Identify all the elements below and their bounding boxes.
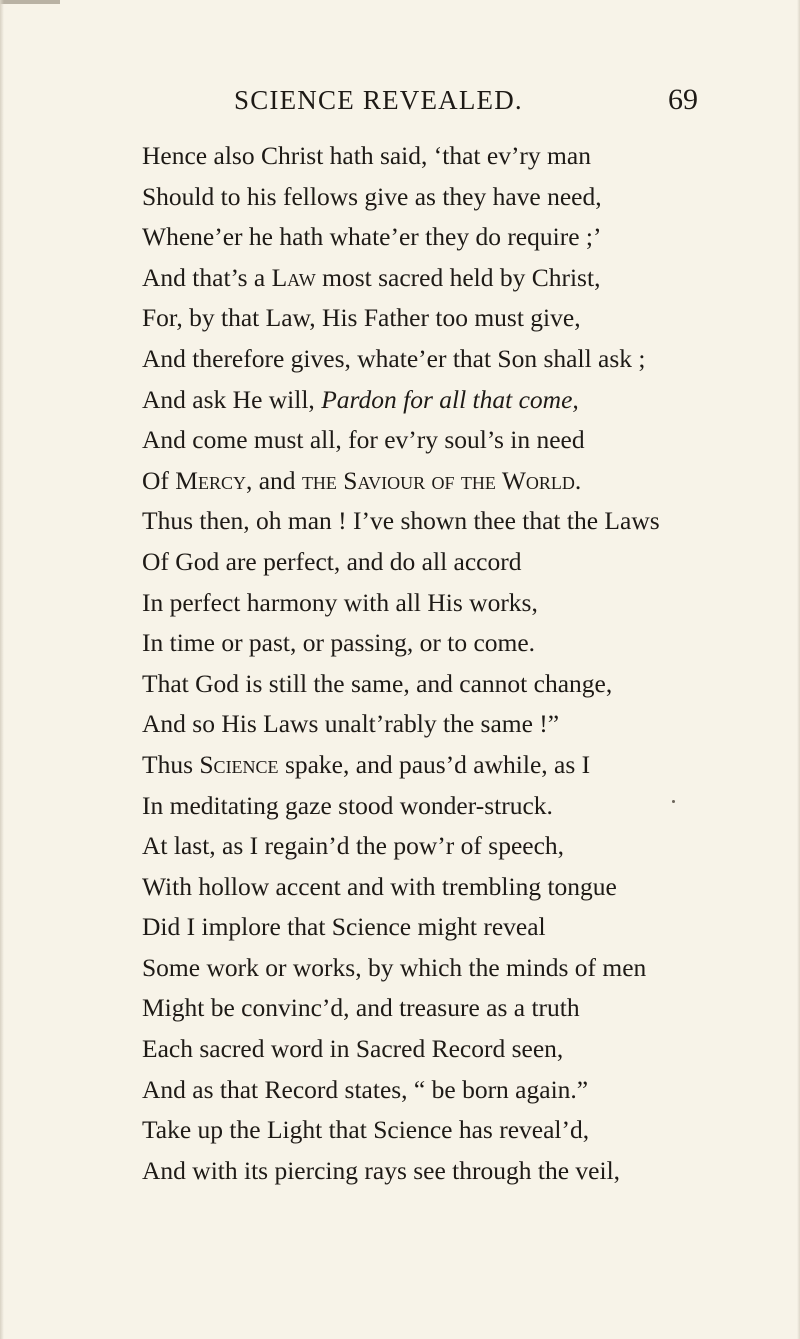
paper-speck	[672, 800, 675, 803]
poem-line: Take up the Light that Science has reveal’d,	[142, 1115, 590, 1145]
poem-line: Each sacred word in Sacred Record seen,	[142, 1034, 564, 1064]
poem-line: And come must all, for ev’ry soul’s in need	[142, 425, 585, 455]
page-edge-top	[0, 0, 60, 4]
poem-line: At last, as I regain’d the pow’r of speech,	[142, 831, 565, 861]
poem-line: In perfect harmony with all His works,	[142, 587, 538, 617]
page-number: 69	[668, 83, 698, 116]
poem-line: Thus then, oh man ! I’ve shown thee that the Laws	[142, 506, 660, 536]
poem-line: Thus Science spake, and paus’d awhile, as I	[142, 749, 591, 779]
poem-line: Hence also Christ hath said, ‘that ev’ry man	[142, 141, 591, 170]
poem-text	[142, 136, 782, 1191]
poem-line: Of God are perfect, and do all accord	[142, 546, 522, 576]
poem-line: In time or past, or passing, or to come.	[142, 628, 536, 658]
poem-line: Should to his fellows give as they have need,	[142, 181, 602, 211]
poem-line: And therefore gives, whate’er that Son shall ask ;	[142, 343, 646, 373]
poem-line: And ask He will, Pardon for all that come,	[142, 384, 579, 414]
poem-line: That God is still the same, and cannot change,	[142, 668, 613, 698]
poem-line: And that’s a Law most sacred held by Christ,	[142, 262, 601, 292]
poem-line: And with its piercing rays see through the veil,	[142, 1155, 621, 1185]
poem-line: Did I implore that Science might reveal	[142, 912, 546, 942]
poem-line: For, by that Law, His Father too must give,	[142, 303, 581, 333]
poem-line: And so His Laws unalt’rably the same !”	[142, 709, 560, 739]
page-header	[0, 80, 800, 120]
poem-line: In meditating gaze stood wonder-struck.	[142, 790, 553, 820]
poem-line: Whene’er he hath whate’er they do require ;’	[142, 222, 602, 252]
running-head: SCIENCE REVEALED.	[234, 85, 523, 115]
poem-line: With hollow accent and with trembling tongue	[142, 871, 617, 901]
poem-line: And as that Record states, “ be born again.”	[142, 1074, 589, 1104]
poem-line: Might be convinc’d, and treasure as a truth	[142, 993, 580, 1023]
page-edge-left	[0, 0, 4, 1339]
poem-line: Some work or works, by which the minds of men	[142, 952, 647, 982]
poem-line: Of Mercy, and the Saviour of the World.	[142, 465, 582, 495]
